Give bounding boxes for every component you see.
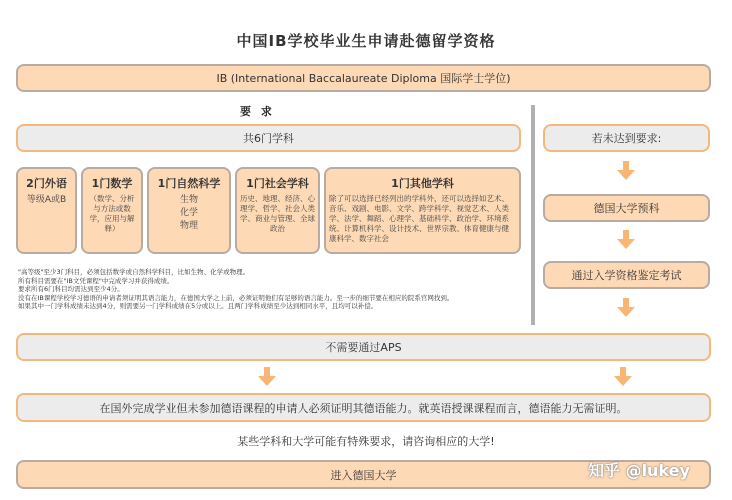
subject-heading: 1门社会学科 <box>246 177 309 190</box>
aps-box <box>16 333 711 361</box>
footnote: 要求所有6门科目均需达到至少4分。 <box>18 285 124 293</box>
footnote: 所有科目需要在"IB文凭课程"中完成学习并获得成绩。 <box>18 276 174 285</box>
footnote: 如果其中一门学科成绩未达到4分，则需要另一门学科成绩在5分或以上。且两门学科成绩至少达到相同水平，且均可以补偿。 <box>18 302 378 310</box>
subject-box-math <box>81 167 143 254</box>
arrow-down-icon <box>617 161 635 181</box>
not-met-label: 若未达到要求: <box>591 132 662 145</box>
subject-heading: 1门数学 <box>91 177 133 190</box>
not-met-box <box>543 124 710 152</box>
vertical-divider <box>531 105 535 325</box>
diploma-label: IB (International Baccalaureate Diploma 国际学士学位) <box>216 72 511 85</box>
subject-detail: （数学、分析与方法或数学，应用与解释） <box>89 194 135 233</box>
arrow-down-icon <box>258 367 276 387</box>
subject-box-social-science <box>235 167 320 254</box>
footnote: 没有在IB课程学校学习德语的申请者须证明其语言能力，在德国大学之上前，必须证明他们有足够的语言能力。至一步的细节要在相应的院系官网找到。 <box>18 293 454 302</box>
subject-heading: 2门外语 <box>26 177 67 190</box>
arrow-down-icon <box>617 230 635 250</box>
arrow-down-icon <box>614 367 632 387</box>
subject-detail: 历史、地理、经济、心理学、哲学、社会人类学、商业与管理、全球政治 <box>240 194 315 233</box>
page-title: 中国IB学校毕业生申请赴德留学资格 <box>236 32 496 50</box>
watermark: 知乎 @lukey <box>588 461 690 480</box>
total-subjects-box <box>16 124 521 152</box>
language-proof-box <box>16 393 711 422</box>
enter-university-label: 进入德国大学 <box>330 468 397 482</box>
total-subjects-label: 共6门学科 <box>243 132 294 145</box>
special-requirements-note: 某些学科和大学可能有特殊要求，请咨询相应的大学! <box>237 435 495 448</box>
subject-box-other <box>324 167 521 254</box>
footnotes <box>18 268 523 311</box>
assessment-exam-label: 通过入学资格鉴定考试 <box>571 269 682 282</box>
arrow-down-icon <box>617 298 635 318</box>
prep-college-label: 德国大学预科 <box>593 202 660 215</box>
diploma-box <box>16 64 711 92</box>
prep-college-box <box>543 194 710 222</box>
subject-heading: 1门自然科学 <box>157 177 221 190</box>
requirements-heading: 要 求 <box>240 105 275 118</box>
subject-heading: 1门其他学科 <box>391 177 454 190</box>
subject-detail: 除了可以选择已经列出的学科外，还可以选择如艺术、音乐、戏剧、电影、文学、跨学科学、视觉艺术、人类学、法学、舞蹈、心理学、基础科学、政治学、环境系统、计算机科学、设计技术、世界宗教、体育健康与健康科学、数字社会 <box>329 194 509 243</box>
subject-detail-line: 生物 <box>179 195 198 205</box>
subject-box-natural-science <box>147 167 231 254</box>
footnote: "高等级"至少3门科目，必须包括数学或自然科学科目，比如生物、化学或物理。 <box>18 268 250 276</box>
subject-detail-line: 化学 <box>179 208 198 218</box>
assessment-exam-box <box>543 261 710 289</box>
aps-label: 不需要通过APS <box>325 341 402 354</box>
subject-detail-line: 物理 <box>179 221 198 231</box>
subject-box-foreign-language <box>16 167 77 254</box>
language-proof-label: 在国外完成学业但未参加德语课程的申请人必须证明其德语能力。就英语授课课程而言，德语能力无需证明。 <box>99 401 628 415</box>
subject-detail: 等级A或B <box>26 195 67 205</box>
